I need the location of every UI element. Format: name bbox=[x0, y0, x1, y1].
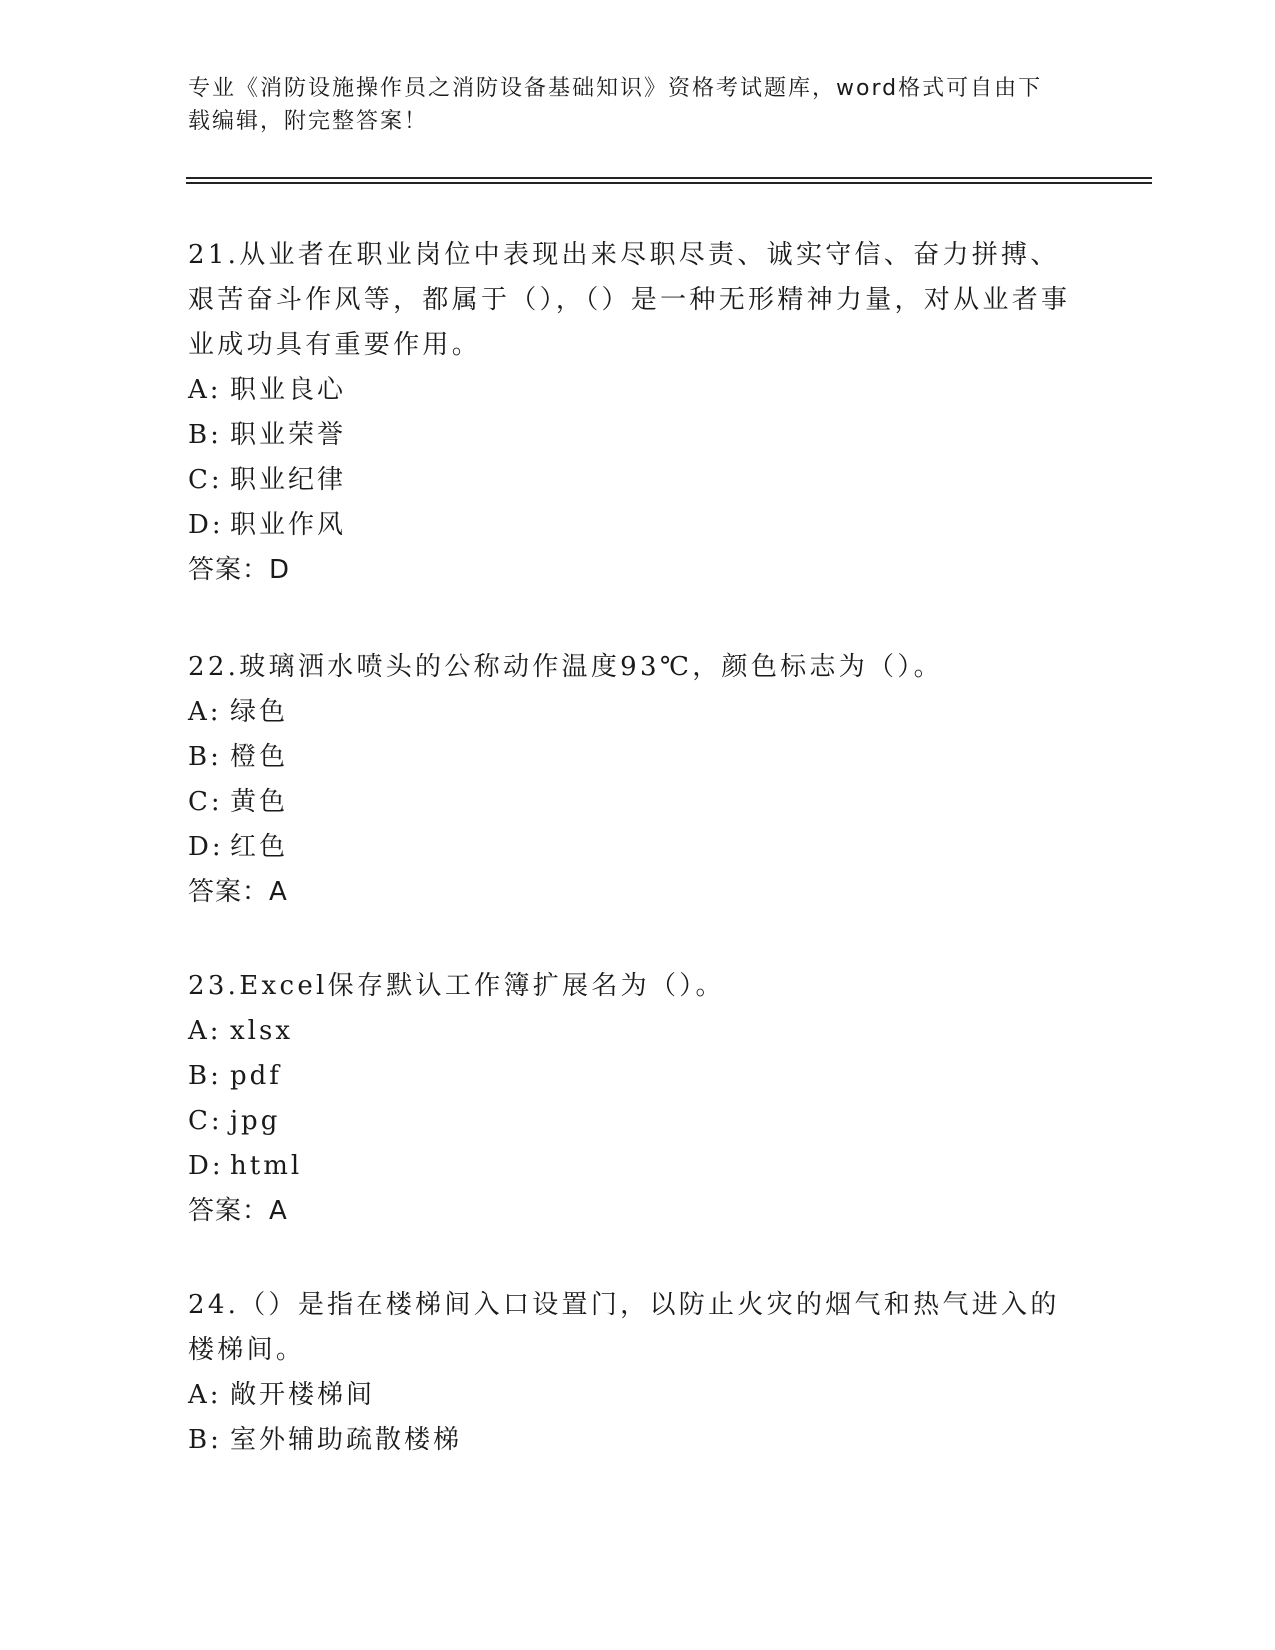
option-a bbox=[188, 1373, 1088, 1418]
option-text: 职业作风 bbox=[230, 510, 347, 540]
option-letter: B: bbox=[188, 1425, 222, 1455]
option-letter: A: bbox=[188, 375, 222, 405]
answer: 答案：A bbox=[188, 1196, 288, 1226]
option-a bbox=[188, 368, 1088, 413]
question-text: 21.从业者在职业岗位中表现出来尽职尽责、诚实守信、奋力拼搏、艰苦奋斗作风等，都属于（），（）是一种无形精神力量，对从业者事业成功具有重要作用。 bbox=[188, 240, 1071, 360]
question-22 bbox=[188, 645, 1088, 915]
option-letter: A: bbox=[188, 1016, 222, 1046]
header-divider-top bbox=[186, 177, 1152, 179]
header-divider-bottom bbox=[186, 182, 1152, 184]
question-text: 24.（）是指在楼梯间入口设置门，以防止火灾的烟气和热气进入的楼梯间。 bbox=[188, 1290, 1060, 1365]
option-c bbox=[188, 1099, 1088, 1144]
option-text: xlsx bbox=[230, 1016, 293, 1046]
option-letter: D: bbox=[188, 1151, 224, 1181]
header-line-2: 载编辑，附完整答案！ bbox=[188, 109, 429, 134]
option-c bbox=[188, 458, 1088, 503]
option-d bbox=[188, 825, 1088, 870]
question-text: 23.Excel保存默认工作簿扩展名为（）。 bbox=[188, 971, 725, 1001]
option-text: 橙色 bbox=[230, 742, 289, 772]
question-text: 22.玻璃洒水喷头的公称动作温度93℃，颜色标志为（）。 bbox=[188, 652, 943, 682]
question-21 bbox=[188, 233, 1088, 593]
option-letter: D: bbox=[188, 832, 224, 862]
document-header bbox=[188, 72, 1088, 138]
option-c bbox=[188, 780, 1088, 825]
answer: 答案：D bbox=[188, 555, 291, 585]
option-letter: C: bbox=[188, 1106, 223, 1136]
header-line-1: 专业《消防设施操作员之消防设备基础知识》资格考试题库，word格式可自由下 bbox=[188, 76, 1043, 101]
option-text: 红色 bbox=[230, 832, 289, 862]
option-text: 黄色 bbox=[230, 787, 289, 817]
option-b bbox=[188, 1054, 1088, 1099]
option-text: 职业荣誉 bbox=[230, 420, 347, 450]
option-letter: C: bbox=[188, 465, 223, 495]
option-d bbox=[188, 503, 1088, 548]
option-text: jpg bbox=[230, 1106, 281, 1136]
question-24 bbox=[188, 1283, 1088, 1463]
option-a bbox=[188, 1009, 1088, 1054]
option-b bbox=[188, 735, 1088, 780]
option-letter: A: bbox=[188, 697, 222, 727]
option-text: 绿色 bbox=[230, 697, 289, 727]
answer: 答案：A bbox=[188, 877, 288, 907]
option-letter: B: bbox=[188, 420, 222, 450]
option-b bbox=[188, 1418, 1088, 1463]
option-letter: B: bbox=[188, 1061, 222, 1091]
option-text: 职业良心 bbox=[230, 375, 347, 405]
option-b bbox=[188, 413, 1088, 458]
option-letter: C: bbox=[188, 787, 223, 817]
option-letter: B: bbox=[188, 742, 222, 772]
question-23 bbox=[188, 964, 1088, 1234]
option-text: 敞开楼梯间 bbox=[230, 1380, 376, 1410]
option-letter: D: bbox=[188, 510, 224, 540]
option-text: pdf bbox=[230, 1061, 282, 1091]
option-text: 职业纪律 bbox=[230, 465, 347, 495]
option-a bbox=[188, 690, 1088, 735]
option-text: 室外辅助疏散楼梯 bbox=[230, 1425, 463, 1455]
option-letter: A: bbox=[188, 1380, 222, 1410]
option-d bbox=[188, 1144, 1088, 1189]
option-text: html bbox=[230, 1151, 303, 1181]
